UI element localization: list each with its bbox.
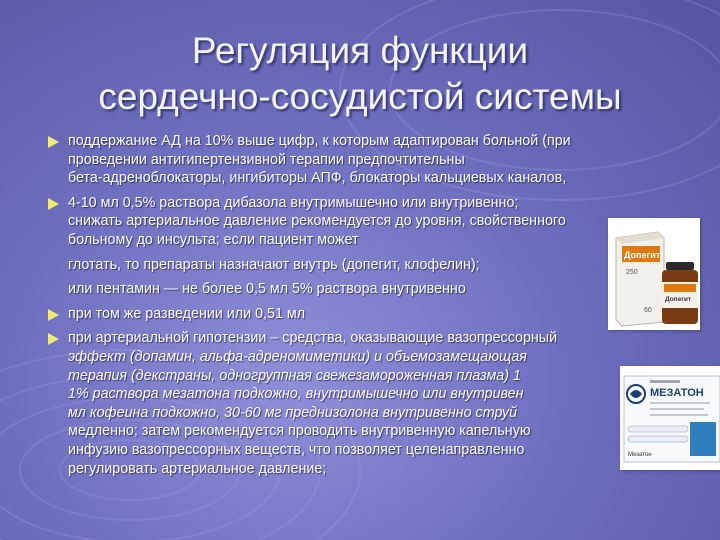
- text-line: проведении антигипертензивной терапии предпочтительны: [68, 151, 465, 168]
- arrow-bullet-icon: [48, 136, 59, 148]
- list-item-hypotension: [48, 329, 668, 478]
- mezaton-sub-label: Мезатон: [628, 452, 652, 458]
- text-line: регулировать артериальное давление;: [68, 460, 327, 477]
- text-line: больному до инсульта; если пациент может: [68, 231, 359, 248]
- text-line: медленно; затем рекомендуется проводить внутривенную капельную: [68, 423, 531, 440]
- dopegit-package-illustration: [608, 218, 700, 330]
- text-line: инфузию вазопрессорных веществ, что позволяет целенаправленно: [68, 441, 525, 458]
- dopegit-box-count: 60: [644, 307, 652, 314]
- arrow-bullet-icon: [48, 198, 59, 210]
- text-line: при том же разведении или 0,51 мл: [68, 305, 306, 322]
- list-item-dibazol: [48, 194, 668, 250]
- text-line: 1% раствора мезатона подкожно, внутримышечно или внутривен: [68, 386, 524, 403]
- dopegit-bottle-label: Допегит: [665, 296, 692, 303]
- text-line: мл кофеина подкожно, 30-60 мг преднизолона внутривенно струй: [68, 404, 518, 421]
- text-line: терапия (декстраны, одногруппная свежезамороженная плазма) 1: [68, 367, 521, 384]
- text-line: эффект (допамин, альфа-адреномиметики) и объемозамещающая: [68, 348, 527, 365]
- mezaton-package-illustration: [620, 366, 720, 470]
- mezaton-product-image: [620, 366, 720, 470]
- slide-title-line-2: сердечно-сосудистой системы: [98, 76, 622, 117]
- text-line: снижать артериальное давление рекомендуется до уровня, свойственного: [68, 213, 566, 230]
- list-item-dilution: [48, 305, 668, 324]
- text-line: бета-адреноблокаторы, ингибиторы АПФ, блокаторы кальциевых каналов,: [68, 170, 567, 187]
- dopegit-box-dose: 250: [626, 269, 638, 276]
- mezaton-brand-label: МЕЗАТОН: [650, 387, 704, 399]
- slide-title: [0, 28, 720, 120]
- dopegit-product-image: [608, 218, 700, 330]
- list-item-blood-pressure: [48, 132, 668, 188]
- continuation-line-oral: глотать, то препараты назначают внутрь (допегит, клофелин);: [68, 256, 480, 273]
- arrow-bullet-icon: [48, 333, 59, 345]
- continuation-line-pentamin: или пентамин — не более 0,5 мл 5% раствора внутривенно: [68, 281, 466, 298]
- slide-body: [48, 132, 668, 484]
- text-line: при артериальной гипотензии – средства, оказывающие вазопрессорный: [68, 330, 558, 347]
- arrow-bullet-icon: [48, 309, 59, 321]
- text-line: 4-10 мл 0,5% раствора дибазола внутримышечно или внутривенно;: [68, 194, 519, 211]
- slide-title-line-1: Регуляция функции: [191, 30, 529, 71]
- text-line: поддержание АД на 10% выше цифр, к которым адаптирован больной (при: [68, 133, 571, 149]
- dopegit-box-label: Допегит: [624, 250, 661, 260]
